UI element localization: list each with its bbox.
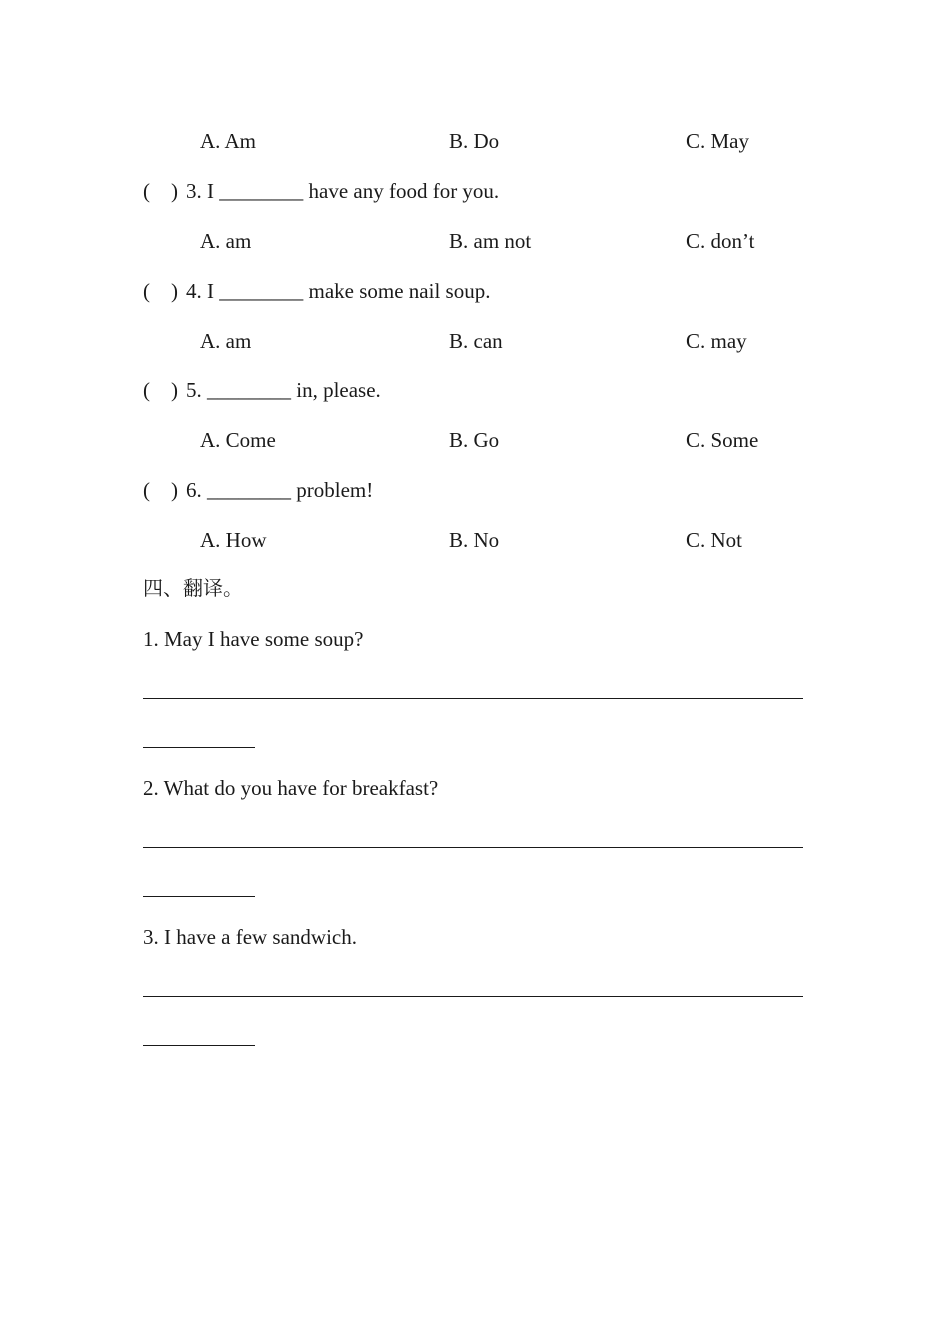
option-b: B. No bbox=[449, 528, 500, 552]
answer-line-long[interactable] bbox=[143, 847, 803, 848]
answer-line-short[interactable] bbox=[143, 1045, 255, 1046]
option-a: A. How bbox=[200, 528, 267, 552]
answer-line-long[interactable] bbox=[143, 698, 803, 699]
option-a: A. Come bbox=[200, 428, 276, 452]
answer-line-long[interactable] bbox=[143, 996, 803, 997]
question-stem: 3. I ________ have any food for you. bbox=[186, 179, 500, 203]
translation-prompt: 2. What do you have for breakfast? bbox=[143, 776, 439, 800]
translation-prompt: 3. I have a few sandwich. bbox=[143, 925, 357, 949]
answer-bracket[interactable]: ( ) bbox=[143, 378, 178, 402]
answer-bracket[interactable]: ( ) bbox=[143, 478, 178, 502]
translation-prompt: 1. May I have some soup? bbox=[143, 627, 364, 651]
question-stem: 6. ________ problem! bbox=[186, 478, 374, 502]
answer-line-short[interactable] bbox=[143, 896, 255, 897]
option-c: C. don’t bbox=[686, 229, 755, 253]
q2-option-c: C. May bbox=[686, 129, 749, 153]
answer-bracket[interactable]: ( ) bbox=[143, 179, 178, 203]
answer-bracket[interactable]: ( ) bbox=[143, 279, 178, 303]
option-a: A. am bbox=[200, 329, 252, 353]
option-c: C. Not bbox=[686, 528, 743, 552]
answer-line-short[interactable] bbox=[143, 747, 255, 748]
option-b: B. can bbox=[449, 329, 503, 353]
option-a: A. am bbox=[200, 229, 252, 253]
question-stem: 4. I ________ make some nail soup. bbox=[186, 279, 491, 303]
section-heading: 四、翻译。 bbox=[143, 576, 243, 600]
q2-option-b: B. Do bbox=[449, 129, 500, 153]
q2-option-a: A. Am bbox=[200, 129, 257, 153]
option-c: C. Some bbox=[686, 428, 759, 452]
option-b: B. Go bbox=[449, 428, 500, 452]
question-stem: 5. ________ in, please. bbox=[186, 378, 381, 402]
option-c: C. may bbox=[686, 329, 747, 353]
option-b: B. am not bbox=[449, 229, 532, 253]
